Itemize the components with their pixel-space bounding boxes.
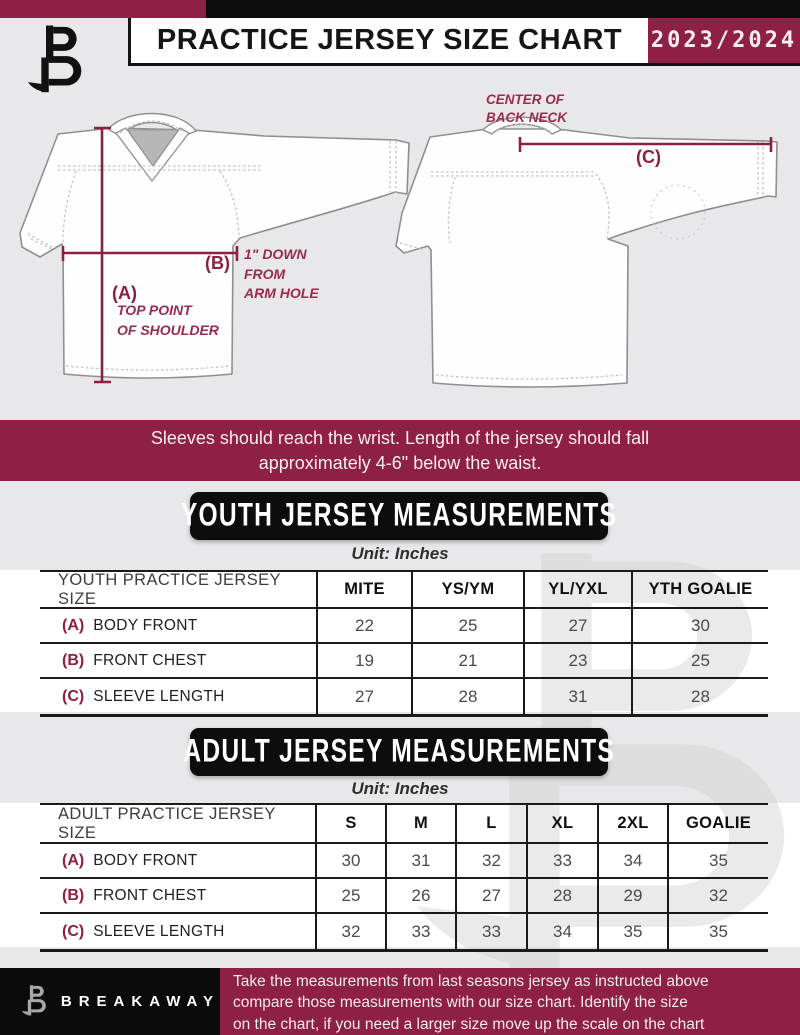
cell-value: 34: [623, 850, 643, 870]
table-cell: [455, 879, 526, 914]
table-cell: [315, 879, 385, 914]
table-cell: [523, 609, 631, 644]
fit-note-banner: [0, 420, 800, 481]
season-box: [648, 18, 800, 63]
table-cell: [316, 679, 411, 714]
cell-value: 27: [568, 615, 588, 635]
table-row-label: [40, 914, 315, 949]
adult-col-header: [455, 805, 526, 844]
adult-measurements-table: [40, 803, 768, 952]
adult-col-header: [315, 805, 385, 844]
table-cell: [411, 609, 523, 644]
table-cell: [526, 844, 597, 879]
header-maroon-strip: [0, 0, 206, 18]
table-cell: [667, 844, 768, 879]
table-cell: [316, 644, 411, 679]
row-marker: (C): [62, 922, 85, 940]
youth-col-ylyxl: YL/YXL: [548, 580, 608, 598]
marker-b-caption: [244, 245, 319, 304]
cell-value: 25: [341, 885, 361, 905]
marker-b-label: (B): [205, 253, 230, 273]
fit-note-line1: Sleeves should reach the wrist. Length of the jersey should fall: [150, 427, 650, 448]
breakaway-logo: [24, 24, 88, 99]
cell-value: 23: [568, 650, 588, 670]
youth-col-header: [523, 572, 631, 609]
table-cell: [411, 679, 523, 714]
table-cell: [597, 914, 667, 949]
table-cell: [315, 914, 385, 949]
table-cell: [667, 879, 768, 914]
cell-value: 35: [709, 921, 728, 941]
neck-caption-line1: CENTER OF: [486, 92, 565, 107]
youth-size-header: YOUTH PRACTICE JERSEY SIZE: [58, 570, 281, 608]
row-marker: (A): [62, 851, 85, 869]
cell-value: 33: [411, 921, 431, 941]
table-cell: [597, 879, 667, 914]
row-label: SLEEVE LENGTH: [93, 687, 225, 705]
youth-col-ysym: YS/YM: [441, 580, 495, 598]
cell-value: 28: [458, 686, 478, 706]
cell-value: 27: [355, 686, 374, 706]
header-black-strip: [206, 0, 800, 18]
row-label: FRONT CHEST: [93, 886, 207, 904]
footer-note-line3: on the chart, if you need a larger size move up the scale on the chart: [233, 1015, 705, 1033]
table-row-label: [40, 679, 316, 714]
table-cell: [455, 844, 526, 879]
row-label: BODY FRONT: [93, 616, 198, 634]
table-cell: [316, 609, 411, 644]
table-cell: [315, 844, 385, 879]
cell-value: 25: [691, 650, 710, 670]
table-cell: [667, 914, 768, 949]
youth-col-mite: MITE: [344, 580, 385, 598]
cell-value: 34: [553, 921, 572, 941]
row-marker: (B): [62, 886, 85, 904]
table-cell: [455, 914, 526, 949]
a-caption-line1: TOP POINT: [117, 302, 192, 318]
footer-instructions-box: [220, 968, 800, 1035]
adult-col-goalie: GOALIE: [685, 814, 752, 832]
table-cell: [385, 914, 455, 949]
footer-breakaway-logo: [20, 984, 49, 1019]
adult-col-header: [385, 805, 455, 844]
table-cell: [631, 679, 768, 714]
title-box: [128, 18, 648, 63]
a-caption-line2: OF SHOULDER: [117, 321, 219, 338]
row-marker: (C): [62, 687, 85, 705]
youth-unit-label: Unit: Inches: [351, 544, 449, 563]
page-title: PRACTICE JERSEY SIZE CHART: [156, 24, 623, 56]
b-caption-line3: ARM HOLE: [244, 285, 319, 301]
cell-value: 25: [458, 615, 478, 635]
cell-value: 31: [568, 686, 588, 706]
table-cell: [526, 879, 597, 914]
season-label: 2023/2024: [650, 28, 798, 53]
adult-col-s: S: [345, 814, 357, 832]
cell-value: 21: [458, 650, 478, 670]
adult-col-header: [526, 805, 597, 844]
table-row-label: [40, 609, 316, 644]
table-cell: [385, 844, 455, 879]
cell-value: 27: [482, 885, 501, 905]
cell-value: 28: [553, 885, 572, 905]
cell-value: 32: [341, 921, 361, 941]
row-marker: (A): [62, 616, 85, 634]
adult-col-header: [597, 805, 667, 844]
cell-value: 30: [341, 850, 361, 870]
back-jersey-outline: [396, 129, 777, 387]
table-cell: [631, 609, 768, 644]
cell-value: 35: [623, 921, 643, 941]
b-caption-line1: 1" DOWN: [244, 246, 307, 262]
footer-brand-name: BREAKAWAY: [60, 993, 220, 1010]
youth-col-goalie: YTH GOALIE: [648, 580, 753, 598]
table-row-label: [40, 879, 315, 914]
youth-col-header: [631, 572, 768, 609]
adult-banner-label: ADULT JERSEY MEASUREMENTS: [183, 733, 615, 770]
footer-brand-box: [0, 968, 220, 1035]
cell-value: 22: [355, 615, 374, 635]
adult-col-header: [667, 805, 768, 844]
table-cell: [526, 914, 597, 949]
row-label: SLEEVE LENGTH: [93, 922, 225, 940]
table-cell: [385, 879, 455, 914]
cell-value: 28: [691, 686, 710, 706]
fit-note-line2: approximately 4-6" below the waist.: [258, 452, 542, 473]
cell-value: 29: [623, 885, 643, 905]
row-label: FRONT CHEST: [93, 651, 207, 669]
back-neck-caption: [486, 91, 567, 127]
cell-value: 26: [411, 885, 431, 905]
row-marker: (B): [62, 651, 85, 669]
neck-caption-line2: BACK NECK: [486, 110, 567, 125]
marker-c-label: (C): [636, 147, 661, 167]
cell-value: 32: [709, 885, 728, 905]
footer-note-line2: compare those measurements with our size chart. Identify the size: [233, 994, 688, 1012]
youth-col-header: [411, 572, 523, 609]
adult-col-l: L: [486, 814, 497, 832]
marker-a-label: (A): [112, 283, 137, 303]
youth-size-header-cell: [40, 572, 316, 609]
table-cell: [411, 644, 523, 679]
table-cell: [523, 679, 631, 714]
adult-col-m: M: [413, 814, 429, 832]
youth-section-banner: [180, 492, 618, 540]
youth-measurements-table: [40, 570, 768, 717]
marker-a-caption: [117, 301, 219, 340]
cell-value: 32: [482, 850, 501, 870]
cell-value: 33: [553, 850, 572, 870]
table-cell: [523, 644, 631, 679]
adult-section-banner: [183, 728, 615, 776]
cell-value: 31: [411, 850, 431, 870]
title-bar: [128, 18, 800, 66]
cell-value: 19: [355, 650, 374, 670]
table-cell: [597, 844, 667, 879]
cell-value: 33: [482, 921, 501, 941]
adult-col-xl: XL: [551, 814, 574, 832]
b-caption-line2: FROM: [244, 265, 286, 282]
cell-value: 35: [709, 850, 728, 870]
adult-size-header-cell: [40, 805, 315, 844]
youth-col-header: [316, 572, 411, 609]
adult-unit-label: Unit: Inches: [351, 779, 449, 798]
table-row-label: [40, 644, 316, 679]
footer-note-line1: Take the measurements from last seasons jersey as instructed above: [233, 972, 709, 990]
table-cell: [631, 644, 768, 679]
adult-col-2xl: 2XL: [617, 814, 649, 832]
cell-value: 30: [691, 615, 710, 635]
adult-size-header: ADULT PRACTICE JERSEY SIZE: [58, 804, 276, 842]
row-label: BODY FRONT: [93, 851, 198, 869]
table-row-label: [40, 844, 315, 879]
youth-banner-label: YOUTH JERSEY MEASUREMENTS: [180, 497, 618, 534]
